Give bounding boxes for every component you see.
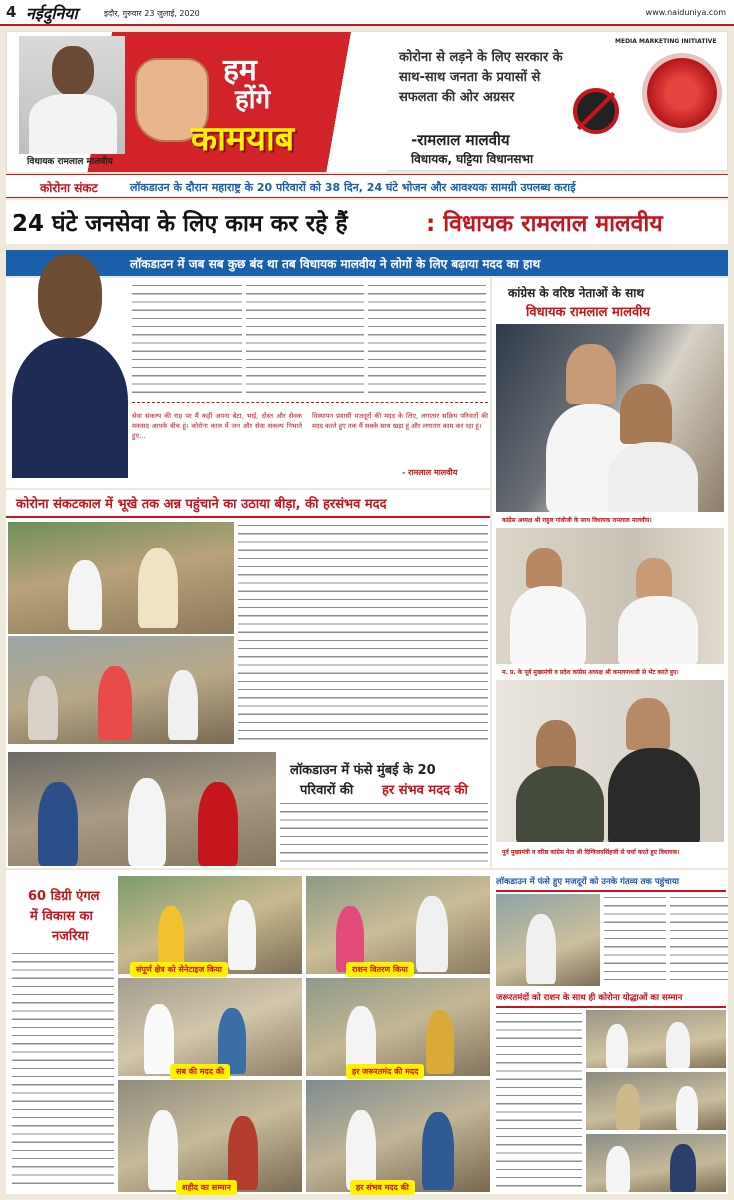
kicker-text: लॉकडाउन के दौरान महाराष्ट्र के 20 परिवारों को 38 दिन, 24 घंटे भोजन और आवश्यक सामग्री उपलब्ध कराई [130,181,576,194]
lead-article-col-1 [132,282,242,398]
section-6-rule [496,1006,726,1008]
headline-right: : विधायक रामलाल मालवीय [426,211,663,237]
photo-ration-2 [586,1072,726,1130]
section-2-rule [6,516,490,518]
photo-caption-3: सब की मदद की [170,1064,230,1079]
slogan-1: हम [223,53,257,88]
photo-caption-4: हर जरूरतमंद की मदद [346,1064,424,1079]
section-2-article [238,522,488,742]
lead-quote-right: विस्थापन प्रवासी मजदूरों की मदद के लिए, लगातार सक्रिय परिवारों की मदद करते हुए तक मैं सबके साथ खड़ा हूं और लगातार काम कर रहा हूं। [312,412,488,430]
lead-article-col-3 [368,282,486,398]
photo-grid-2 [306,876,490,974]
section-3-title-2: परिवारों की [300,783,354,798]
section-5-rule [496,890,726,892]
photo-ration-1 [586,1010,726,1068]
section-4-title-3: नजरिया [52,929,89,944]
lead-quote-left: सेवा संकल्प की राह पर मैं कहीं अपना बेटा, भाई, दोस्त और सेवक मकसद आपके बीच हूं। कोरोना काल में जन और सेवा संकल्प निभाते हुए... [132,412,302,440]
photo-grid-3 [118,978,302,1076]
section-3-title-3: हर संभव मदद की [382,783,468,798]
blue-strip-text: लॉकडाउन में जब सब कुछ बंद था तब विधायक मालवीय ने लोगों के लिए बढ़ाया मदद का हाथ [130,257,541,271]
headline-left: 24 घंटे जनसेवा के लिए काम कर रहे हैं [12,211,348,237]
quote-role: विधायक, घट्टिया विधानसभा [411,152,534,166]
no-virus-sign [573,88,619,134]
slogan-2: होंगे [235,85,271,115]
side-box-title-1: कांग्रेस के वरिष्ठ नेताओं के साथ [508,286,645,300]
paper-logo: नईदुनिया [26,4,78,23]
section-2-title: कोरोना संकटकाल में भूखे तक अन्न पहुंचाने का उठाया बीड़ा, की हरसंभव मदद [16,497,387,512]
section-3-article [280,800,488,864]
section-5-article-2 [670,894,728,986]
caption-digvijay: पूर्व मुख्यमंत्री व वरिष्ठ कांग्रेस नेता श्री दिग्विजयसिंहजी से चर्चा करते हुए विधायक। [502,849,680,856]
kicker [6,174,728,198]
kicker-label: कोरोना संकट [40,181,98,195]
caption-kamalnath: म. प्र. के पूर्व मुख्यमंत्री व प्रदेश कांग्रेस अध्यक्ष श्री कमलनाथजी से भेंट करते हुए। [502,669,679,676]
lead-quote-author: - रामलाल मालवीय [402,468,458,477]
section-4-title-2: में विकास का [30,909,93,924]
photo-grid-4 [306,978,490,1076]
side-box [492,278,728,868]
photo-food-distribution-1 [8,522,234,634]
photo-mumbai-families [8,752,276,866]
virus-icon [647,58,717,128]
photo-rahul-gandhi [496,324,724,512]
page-number: 4 [6,3,17,21]
photo-caption-1: संपूर्ण क्षेत्र को सेनेटाइज किया [130,962,228,977]
slogan-3: कामयाब [191,119,295,159]
photo-caption-6: हर संभव मदद की [350,1180,415,1195]
photo-grid-1 [118,876,302,974]
caption-rahul: कांग्रेस अध्यक्ष श्री राहुल गांधीजी के साथ विधायक रामलाल मालवीय। [502,517,652,524]
banner [6,31,728,171]
photo-food-distribution-2 [8,636,234,744]
section-5-article-1 [604,894,666,986]
lead-quote-box [132,402,488,482]
banner-quote: कोरोना से लड़ने के लिए सरकार के साथ-साथ जनता के प्रयासों से सफलता की ओर अग्रसर [399,50,563,105]
initiative-label: MEDIA MARKETING INITIATIVE [615,38,717,45]
section-5-title: लॉकडाउन में फंसे हुए मजदूरों को उनके गंतव्य तक पहुंचाया [496,877,679,887]
mla-portrait [8,244,128,480]
section-4-article [12,950,114,1190]
photo-grid-5 [118,1080,302,1192]
photo-digvijay [496,680,724,842]
lead-article-col-2 [246,282,364,398]
photo-migrants-1 [496,894,600,986]
masthead [0,0,734,26]
photo-caption-5: शहीद का सम्मान [176,1180,237,1195]
section-6-title: जरूरतमंदों को राशन के साथ ही कोरोना योद्धाओं का सम्मान [496,993,683,1003]
photo-caption: विधायक रामलाल मालवीय [27,157,113,167]
photo-caption-2: राशन वितरण किया [346,962,414,977]
photo-grid-6 [306,1080,490,1192]
section-4-title-1: 60 डिग्री एंगल [28,889,100,904]
dateline: इंदौर, गुरुवार 23 जुलाई, 2020 [104,9,200,18]
section-3-title-1: लॉकडाउन में फंसे मुंबई के 20 [290,763,436,778]
site-url: www.naiduniya.com [645,8,726,17]
photo-ration-3 [586,1134,726,1192]
section-6-article [496,1010,582,1192]
headline [6,200,728,244]
quote-author: -रामलाल मालवीय [411,131,510,149]
photo-kamalnath [496,528,724,664]
mla-photo-small [19,36,125,154]
side-box-title-2: विधायक रामलाल मालवीय [526,305,651,320]
